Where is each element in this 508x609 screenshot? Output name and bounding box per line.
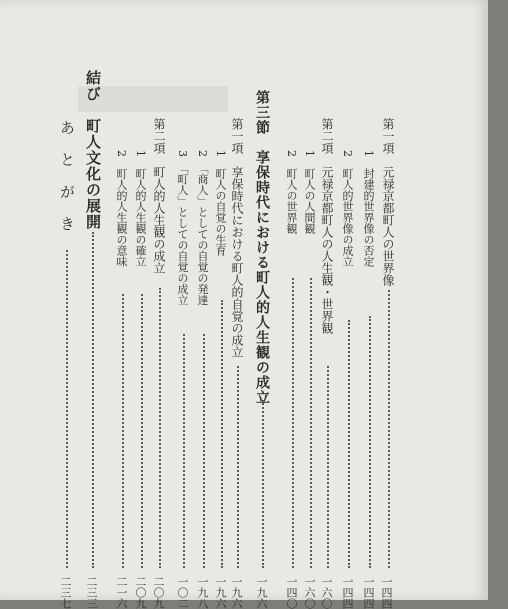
page-number: 一六〇 [303, 576, 316, 609]
toc-entry-title: 1 町人の人間観 [303, 150, 316, 234]
toc-entry-title: 1 町人の自覚の生育 [214, 150, 227, 256]
leader-dots [237, 366, 239, 568]
toc-entry-title: 2 町人的世界像の成立 [341, 150, 354, 267]
toc-entry-title: 1 町人的人生観の確立 [134, 150, 147, 267]
leader-dots [66, 250, 68, 568]
toc-entry-title: 1 封建的世界像の否定 [362, 150, 375, 267]
leader-dots [348, 320, 350, 568]
toc-entry-title: 3 「町人」としての自覚の成立 [176, 150, 189, 306]
page-number: 一四〇 [285, 576, 298, 609]
toc-entry-title: 第一項 享保時代における町人的自覚の成立 [230, 118, 244, 358]
toc-entry-title: あ と が き [58, 120, 76, 232]
page-number: 一九八 [196, 576, 209, 609]
leader-dots [159, 288, 161, 568]
page-number: 一九六 [214, 576, 227, 609]
leader-dots [92, 232, 94, 568]
page-number: 一〇二 [176, 576, 189, 609]
leader-dots [369, 316, 371, 568]
toc-entry-title: 2 町人の世界観 [285, 150, 298, 234]
toc-entry-title: 2 町人的人生観の意味 [115, 150, 128, 267]
leader-dots [292, 278, 294, 568]
leader-dots [141, 294, 143, 568]
page-number: 二〇九 [134, 576, 147, 609]
page-number: 二一六 [115, 576, 128, 609]
leader-dots [203, 334, 205, 568]
page-number: 一四四 [341, 576, 354, 609]
leader-dots [310, 278, 312, 568]
toc-entry-title: 2 「商人」としての自覚の発達 [196, 150, 209, 306]
page-number: 一九六 [230, 576, 243, 609]
page-number: 二〇九 [152, 576, 165, 609]
leader-dots [183, 334, 185, 568]
leader-dots [327, 366, 329, 568]
toc-entry-title: 第一項 元禄京都町人の世界像 [381, 118, 395, 286]
leader-dots [388, 290, 390, 568]
page-number: 一六〇 [320, 576, 333, 609]
leader-dots [221, 300, 223, 568]
leader-dots [262, 400, 264, 568]
page-number: 二三三 [85, 576, 98, 609]
page-number: 一四四 [380, 576, 393, 609]
page-number: 一四四 [362, 576, 375, 609]
toc-entry-title: 第二項 町人的人生観の成立 [152, 118, 166, 274]
toc-entry-title: 第二項 元禄京都町人の人生観・世界観 [320, 118, 334, 334]
leader-dots [122, 294, 124, 568]
toc-entry-title: 第三節 享保時代における町人的人生観の成立 [254, 90, 270, 405]
toc-entry-title: 結び 町人文化の展開 [84, 70, 102, 230]
page-number: 二三七 [59, 576, 72, 609]
page-number: 一九六 [255, 576, 268, 609]
